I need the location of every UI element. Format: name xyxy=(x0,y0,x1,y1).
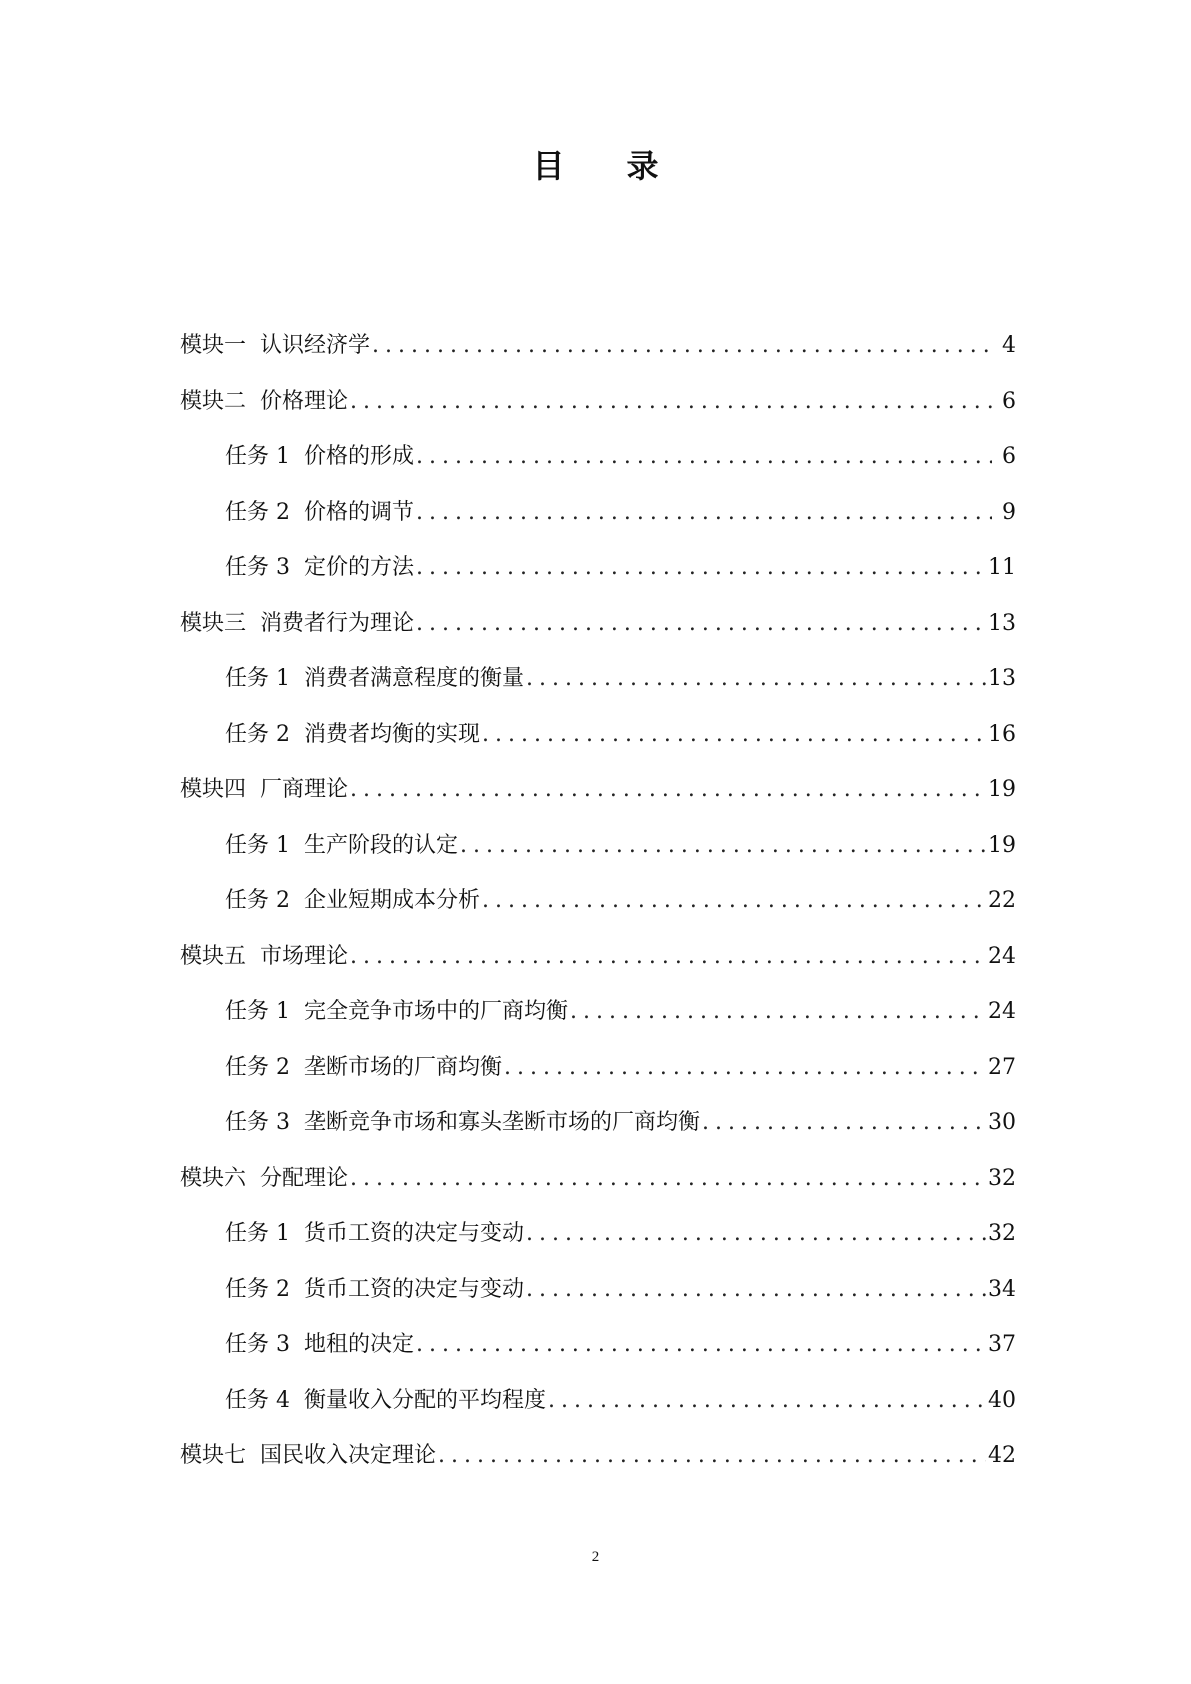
toc-entry-page: 22 xyxy=(988,888,1016,913)
toc-entry-label xyxy=(225,1387,548,1415)
toc-entry-label xyxy=(180,1165,350,1193)
toc-entry-code: 任务 2 xyxy=(225,721,290,747)
toc-entry-code: 任务 1 xyxy=(225,999,290,1024)
toc-entry-label xyxy=(225,1331,416,1359)
toc-entry-page: 13 xyxy=(988,610,1016,636)
toc-entry[interactable] xyxy=(180,721,1016,777)
toc-dot-leader xyxy=(526,1220,986,1248)
table-of-contents xyxy=(180,332,1016,1498)
toc-entry-page: 27 xyxy=(988,1054,1016,1080)
toc-entry[interactable] xyxy=(180,1109,1016,1165)
toc-dot-leader xyxy=(416,554,986,582)
toc-entry[interactable] xyxy=(180,832,1016,888)
toc-dot-leader xyxy=(350,776,986,804)
page-number: 2 xyxy=(591,1549,600,1565)
toc-entry-title: 企业短期成本分析 xyxy=(304,888,481,913)
toc-entry-title: 完全竞争市场中的厂商均衡 xyxy=(304,999,569,1024)
toc-entry-code: 任务 2 xyxy=(225,499,290,525)
toc-entry-code: 任务 2 xyxy=(225,1276,290,1302)
toc-entry-label xyxy=(225,998,570,1026)
toc-entry-title: 货币工资的决定与变动 xyxy=(304,1221,525,1246)
toc-entry[interactable] xyxy=(180,1442,1016,1498)
toc-dot-leader xyxy=(416,443,992,471)
toc-entry-label xyxy=(180,776,350,804)
toc-entry-page: 30 xyxy=(988,1110,1016,1135)
toc-entry-page: 6 xyxy=(1002,388,1016,414)
toc-entry[interactable] xyxy=(180,1220,1016,1276)
toc-entry[interactable] xyxy=(180,943,1016,999)
toc-entry-title: 消费者行为理论 xyxy=(260,610,415,636)
toc-dot-leader xyxy=(416,1331,986,1359)
toc-entry-page: 6 xyxy=(1002,444,1016,469)
toc-dot-leader xyxy=(416,499,992,527)
toc-entry-title: 消费者均衡的实现 xyxy=(304,721,481,747)
toc-entry-label xyxy=(180,388,350,416)
toc-entry[interactable] xyxy=(180,887,1016,943)
toc-entry-label xyxy=(225,887,482,915)
toc-entry-code: 任务 3 xyxy=(225,1110,290,1135)
toc-entry-page: 37 xyxy=(988,1332,1016,1357)
toc-entry[interactable] xyxy=(180,1331,1016,1387)
toc-entry-code: 模块二 xyxy=(180,388,247,414)
toc-entry[interactable] xyxy=(180,665,1016,721)
toc-entry-page: 24 xyxy=(988,999,1016,1024)
toc-entry-page: 4 xyxy=(1002,333,1016,358)
toc-entry-code: 任务 1 xyxy=(225,832,290,858)
toc-entry-page: 9 xyxy=(1002,499,1016,525)
toc-entry-label xyxy=(225,443,416,471)
toc-entry-title: 衡量收入分配的平均程度 xyxy=(304,1387,547,1413)
toc-entry[interactable] xyxy=(180,1054,1016,1110)
toc-dot-leader xyxy=(438,1442,986,1470)
toc-entry-title: 价格理论 xyxy=(260,388,349,414)
toc-entry-title: 价格的形成 xyxy=(304,444,415,469)
toc-entry[interactable] xyxy=(180,998,1016,1054)
toc-entry-label xyxy=(225,1054,504,1082)
toc-entry-code: 任务 3 xyxy=(225,1332,290,1357)
toc-entry-title: 垄断竞争市场和寡头垄断市场的厂商均衡 xyxy=(304,1110,701,1135)
toc-entry[interactable] xyxy=(180,554,1016,610)
toc-dot-leader xyxy=(416,610,986,638)
toc-entry[interactable] xyxy=(180,499,1016,555)
toc-dot-leader xyxy=(350,388,992,416)
toc-entry-label xyxy=(180,1442,438,1470)
toc-entry-label xyxy=(180,332,372,360)
toc-entry-code: 模块四 xyxy=(180,777,247,802)
toc-entry-label xyxy=(225,554,416,582)
toc-entry[interactable] xyxy=(180,776,1016,832)
toc-entry-code: 模块五 xyxy=(180,943,247,969)
toc-entry-code: 任务 4 xyxy=(225,1387,290,1413)
toc-entry-title: 消费者满意程度的衡量 xyxy=(304,666,525,691)
toc-entry-label xyxy=(180,610,416,638)
toc-entry-code: 任务 2 xyxy=(225,1054,290,1080)
toc-entry-title: 价格的调节 xyxy=(304,499,415,525)
toc-entry-code: 模块三 xyxy=(180,610,247,636)
toc-entry-page: 24 xyxy=(988,943,1016,969)
toc-entry-code: 任务 2 xyxy=(225,888,290,913)
toc-entry[interactable] xyxy=(180,1387,1016,1443)
toc-entry-page: 32 xyxy=(988,1221,1016,1246)
toc-entry-page: 40 xyxy=(988,1387,1016,1413)
toc-entry-code: 模块六 xyxy=(180,1165,247,1191)
toc-entry-page: 34 xyxy=(988,1276,1016,1302)
toc-entry[interactable] xyxy=(180,1165,1016,1221)
toc-entry[interactable] xyxy=(180,1276,1016,1332)
toc-dot-leader xyxy=(570,998,986,1026)
toc-entry-page: 19 xyxy=(988,832,1016,858)
toc-dot-leader xyxy=(372,332,992,360)
toc-entry-code: 任务 1 xyxy=(225,1221,290,1246)
toc-entry[interactable] xyxy=(180,610,1016,666)
toc-entry-title: 国民收入决定理论 xyxy=(260,1443,437,1468)
toc-entry-page: 11 xyxy=(988,555,1016,580)
toc-entry-code: 任务 1 xyxy=(225,666,290,691)
toc-entry-label xyxy=(225,1276,526,1304)
toc-entry-title: 生产阶段的认定 xyxy=(304,832,459,858)
toc-dot-leader xyxy=(526,665,986,693)
toc-dot-leader xyxy=(526,1276,986,1304)
toc-entry-label xyxy=(225,499,416,527)
toc-entry-code: 任务 3 xyxy=(225,555,290,580)
toc-entry-label xyxy=(225,1220,526,1248)
toc-entry-label xyxy=(225,665,526,693)
page-title: 目录 xyxy=(532,147,721,185)
toc-dot-leader xyxy=(702,1109,986,1137)
toc-entry-page: 16 xyxy=(988,721,1016,747)
toc-entry-label xyxy=(225,721,482,749)
toc-dot-leader xyxy=(350,1165,986,1193)
toc-entry-title: 地租的决定 xyxy=(304,1332,415,1357)
toc-dot-leader xyxy=(504,1054,986,1082)
toc-dot-leader xyxy=(482,887,986,915)
toc-entry-code: 模块七 xyxy=(180,1443,247,1468)
toc-entry-page: 32 xyxy=(988,1165,1016,1191)
toc-entry-title: 认识经济学 xyxy=(260,333,371,358)
toc-entry-page: 42 xyxy=(988,1443,1016,1468)
toc-dot-leader xyxy=(460,832,986,860)
toc-entry-page: 19 xyxy=(988,777,1016,802)
toc-entry-title: 市场理论 xyxy=(260,943,349,969)
toc-entry[interactable] xyxy=(180,332,1016,388)
toc-entry-label xyxy=(180,943,350,971)
toc-entry-title: 定价的方法 xyxy=(304,555,415,580)
toc-dot-leader xyxy=(548,1387,986,1415)
toc-entry-code: 任务 1 xyxy=(225,444,290,469)
toc-dot-leader xyxy=(350,943,986,971)
toc-entry-title: 货币工资的决定与变动 xyxy=(304,1276,525,1302)
toc-entry-title: 分配理论 xyxy=(260,1165,349,1191)
toc-entry-title: 垄断市场的厂商均衡 xyxy=(304,1054,503,1080)
toc-entry-page: 13 xyxy=(988,666,1016,691)
toc-entry-label xyxy=(225,1109,702,1137)
toc-entry[interactable] xyxy=(180,443,1016,499)
toc-dot-leader xyxy=(482,721,986,749)
toc-entry-title: 厂商理论 xyxy=(260,777,349,802)
toc-entry[interactable] xyxy=(180,388,1016,444)
toc-entry-code: 模块一 xyxy=(180,333,247,358)
toc-entry-label xyxy=(225,832,460,860)
